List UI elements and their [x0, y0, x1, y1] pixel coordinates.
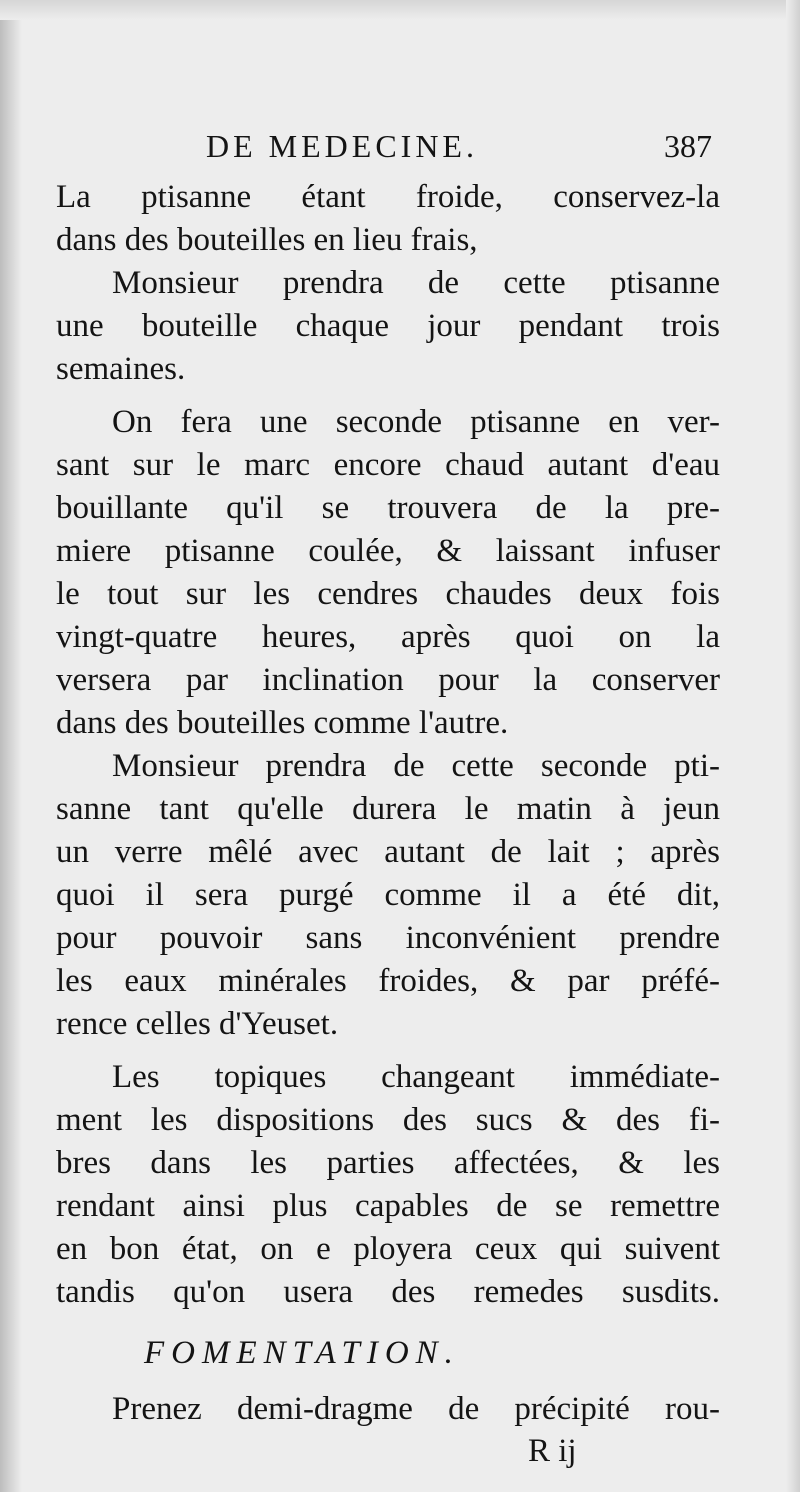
text-line: miere ptisanne coulée, & laissant infuser: [56, 533, 720, 569]
text-line: ment les dispositions des sucs & des fi-: [56, 1102, 720, 1138]
spine-shadow: [0, 0, 22, 1492]
text-block: [56, 128, 720, 1471]
paragraph: [56, 745, 720, 1046]
paragraph-gap: [56, 1046, 720, 1056]
text-line: sanne tant qu'elle durera le matin à jeun: [56, 791, 720, 827]
text-line: les eaux minérales froides, & par préfé-: [56, 963, 720, 999]
text-line: dans des bouteilles comme l'autre.: [56, 705, 509, 741]
page-number: 387: [664, 128, 712, 164]
text-line: On fera une seconde ptisanne en ver-: [112, 404, 720, 440]
paragraph-gap: [56, 391, 720, 401]
section-title: FOMENTATION.: [144, 1335, 460, 1371]
text-line: bres dans les parties affectées, & les: [56, 1145, 720, 1181]
running-head: DE MEDECINE.: [206, 128, 478, 164]
text-line: dans des bouteilles en lieu frais,: [56, 222, 478, 258]
page-right-edge: [786, 0, 800, 1492]
text-line: tandis qu'on usera des remedes susdits.: [56, 1274, 720, 1310]
paragraph: [56, 401, 720, 745]
page-header: [56, 128, 720, 176]
text-line: un verre mêlé avec autant de lait ; après: [56, 834, 720, 870]
paragraph: [56, 1056, 720, 1314]
signature-mark: R ij: [528, 1433, 577, 1469]
text-line: quoi il sera purgé comme il a été dit,: [56, 877, 720, 913]
text-line: le tout sur les cendres chaudes deux fois: [56, 576, 720, 612]
text-line: semaines.: [56, 351, 186, 387]
text-line: rendant ainsi plus capables de se remettre: [56, 1188, 720, 1224]
text-line: Prenez demi-dragme de précipité rou-: [112, 1391, 720, 1427]
text-line: La ptisanne étant froide, conservez-la: [56, 179, 720, 215]
text-line: bouillante qu'il se trouvera de la pre-: [56, 490, 720, 526]
paragraph: [56, 176, 720, 262]
page-top-edge: [0, 0, 800, 20]
text-line: sant sur le marc encore chaud autant d'eau: [56, 447, 720, 483]
text-line: Monsieur prendra de cette seconde pti-: [112, 748, 720, 784]
text-line: Monsieur prendra de cette ptisanne: [112, 265, 720, 301]
text-line: versera par inclination pour la conserver: [56, 662, 720, 698]
paragraph: [56, 262, 720, 391]
text-line: en bon état, on e ployera ceux qui suivent: [56, 1231, 720, 1267]
text-line: rence celles d'Yeuset.: [56, 1006, 339, 1042]
text-line: une bouteille chaque jour pendant trois: [56, 308, 720, 344]
text-line: pour pouvoir sans inconvénient prendre: [56, 920, 720, 956]
text-line: Les topiques changeant immédiate-: [112, 1059, 720, 1095]
text-line: vingt-quatre heures, après quoi on la: [56, 619, 720, 655]
